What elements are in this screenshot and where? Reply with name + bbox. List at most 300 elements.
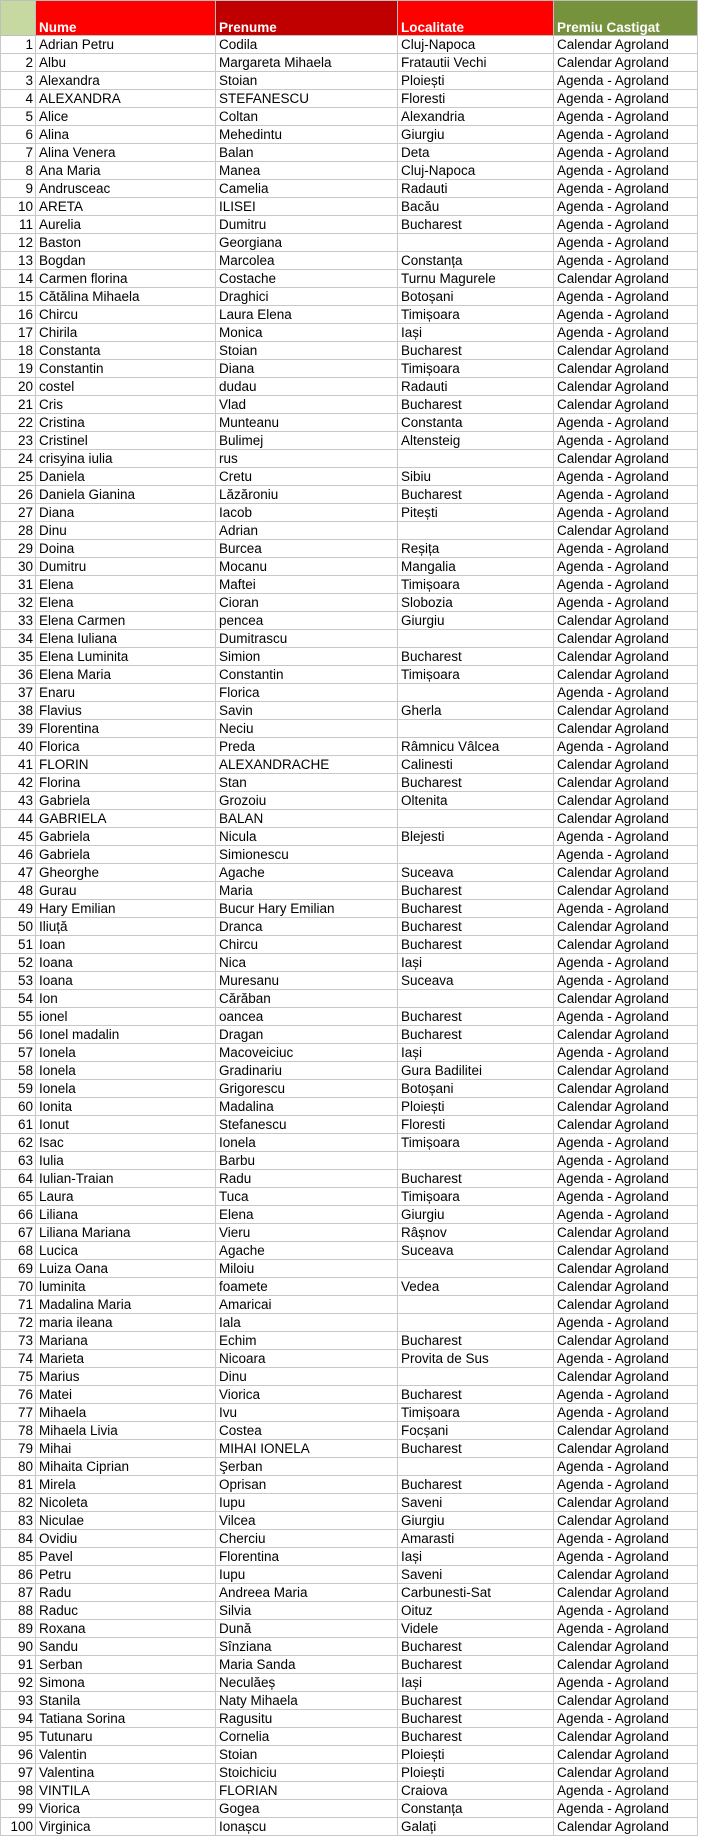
- nume-cell[interactable]: Raduc: [36, 1602, 216, 1620]
- premiu-cell[interactable]: Agenda - Agroland: [554, 198, 698, 216]
- prenume-cell[interactable]: Maftei: [216, 576, 398, 594]
- row-number-cell[interactable]: 95: [1, 1728, 36, 1746]
- row-number-cell[interactable]: 46: [1, 846, 36, 864]
- localitate-cell[interactable]: [398, 684, 554, 702]
- prenume-cell[interactable]: Balan: [216, 144, 398, 162]
- premiu-cell[interactable]: Agenda - Agroland: [554, 1548, 698, 1566]
- premiu-cell[interactable]: Agenda - Agroland: [554, 1530, 698, 1548]
- prenume-cell[interactable]: Echim: [216, 1332, 398, 1350]
- localitate-cell[interactable]: Botoșani: [398, 288, 554, 306]
- premiu-cell[interactable]: Calendar Agroland: [554, 612, 698, 630]
- premiu-cell[interactable]: Agenda - Agroland: [554, 324, 698, 342]
- row-number-cell[interactable]: 57: [1, 1044, 36, 1062]
- nume-cell[interactable]: Liliana Mariana: [36, 1224, 216, 1242]
- row-number-cell[interactable]: 74: [1, 1350, 36, 1368]
- premiu-cell[interactable]: Agenda - Agroland: [554, 252, 698, 270]
- row-number-cell[interactable]: 30: [1, 558, 36, 576]
- prenume-cell[interactable]: Ionașcu: [216, 1818, 398, 1836]
- row-number-cell[interactable]: 56: [1, 1026, 36, 1044]
- premiu-cell[interactable]: Agenda - Agroland: [554, 1800, 698, 1818]
- row-number-cell[interactable]: 4: [1, 90, 36, 108]
- prenume-cell[interactable]: Constantin: [216, 666, 398, 684]
- row-number-cell[interactable]: 10: [1, 198, 36, 216]
- premiu-cell[interactable]: Calendar Agroland: [554, 1728, 698, 1746]
- premiu-cell[interactable]: Agenda - Agroland: [554, 414, 698, 432]
- row-number-cell[interactable]: 2: [1, 54, 36, 72]
- premiu-cell[interactable]: Agenda - Agroland: [554, 1350, 698, 1368]
- prenume-cell[interactable]: Lăzăroniu: [216, 486, 398, 504]
- localitate-cell[interactable]: Râșnov: [398, 1224, 554, 1242]
- localitate-cell[interactable]: Bucharest: [398, 774, 554, 792]
- nume-cell[interactable]: Albu: [36, 54, 216, 72]
- row-number-cell[interactable]: 64: [1, 1170, 36, 1188]
- prenume-cell[interactable]: Dragan: [216, 1026, 398, 1044]
- localitate-cell[interactable]: Saveni: [398, 1566, 554, 1584]
- nume-cell[interactable]: Valentina: [36, 1764, 216, 1782]
- localitate-cell[interactable]: [398, 630, 554, 648]
- row-number-cell[interactable]: 40: [1, 738, 36, 756]
- localitate-cell[interactable]: Bucharest: [398, 1656, 554, 1674]
- prenume-cell[interactable]: Simionescu: [216, 846, 398, 864]
- premiu-cell[interactable]: Agenda - Agroland: [554, 108, 698, 126]
- localitate-cell[interactable]: Cluj-Napoca: [398, 162, 554, 180]
- premiu-cell[interactable]: Agenda - Agroland: [554, 684, 698, 702]
- row-number-cell[interactable]: 12: [1, 234, 36, 252]
- localitate-cell[interactable]: [398, 846, 554, 864]
- localitate-cell[interactable]: Galați: [398, 1818, 554, 1836]
- localitate-cell[interactable]: Suceava: [398, 864, 554, 882]
- row-number-cell[interactable]: 86: [1, 1566, 36, 1584]
- nume-cell[interactable]: Liliana: [36, 1206, 216, 1224]
- nume-cell[interactable]: Cristina: [36, 414, 216, 432]
- nume-cell[interactable]: Gabriela: [36, 828, 216, 846]
- prenume-cell[interactable]: Mehedintu: [216, 126, 398, 144]
- row-number-cell[interactable]: 38: [1, 702, 36, 720]
- row-number-cell[interactable]: 18: [1, 342, 36, 360]
- localitate-cell[interactable]: Giurgiu: [398, 612, 554, 630]
- prenume-cell[interactable]: Naty Mihaela: [216, 1692, 398, 1710]
- nume-cell[interactable]: Andrusceac: [36, 180, 216, 198]
- row-number-cell[interactable]: 11: [1, 216, 36, 234]
- prenume-cell[interactable]: Florentina: [216, 1548, 398, 1566]
- localitate-cell[interactable]: Suceava: [398, 972, 554, 990]
- nume-cell[interactable]: Bogdan: [36, 252, 216, 270]
- prenume-cell[interactable]: BALAN: [216, 810, 398, 828]
- nume-cell[interactable]: Elena Iuliana: [36, 630, 216, 648]
- premiu-cell[interactable]: Calendar Agroland: [554, 1692, 698, 1710]
- premiu-cell[interactable]: Agenda - Agroland: [554, 1188, 698, 1206]
- localitate-cell[interactable]: Ploiești: [398, 1098, 554, 1116]
- localitate-cell[interactable]: [398, 1260, 554, 1278]
- localitate-cell[interactable]: Bucharest: [398, 648, 554, 666]
- row-number-cell[interactable]: 73: [1, 1332, 36, 1350]
- nume-cell[interactable]: Pavel: [36, 1548, 216, 1566]
- localitate-cell[interactable]: [398, 1368, 554, 1386]
- premiu-cell[interactable]: Calendar Agroland: [554, 1062, 698, 1080]
- row-number-cell[interactable]: 67: [1, 1224, 36, 1242]
- localitate-cell[interactable]: Bucharest: [398, 936, 554, 954]
- premiu-cell[interactable]: Calendar Agroland: [554, 1746, 698, 1764]
- row-number-cell[interactable]: 98: [1, 1782, 36, 1800]
- nume-cell[interactable]: Mirela: [36, 1476, 216, 1494]
- premiu-cell[interactable]: Calendar Agroland: [554, 630, 698, 648]
- localitate-cell[interactable]: [398, 720, 554, 738]
- row-number-cell[interactable]: 92: [1, 1674, 36, 1692]
- row-number-cell[interactable]: 14: [1, 270, 36, 288]
- row-number-cell[interactable]: 32: [1, 594, 36, 612]
- premiu-cell[interactable]: Calendar Agroland: [554, 648, 698, 666]
- premiu-cell[interactable]: Calendar Agroland: [554, 270, 698, 288]
- localitate-cell[interactable]: Slobozia: [398, 594, 554, 612]
- prenume-cell[interactable]: Dinu: [216, 1368, 398, 1386]
- nume-cell[interactable]: Niculae: [36, 1512, 216, 1530]
- row-number-cell[interactable]: 47: [1, 864, 36, 882]
- row-number-cell[interactable]: 19: [1, 360, 36, 378]
- premiu-cell[interactable]: Agenda - Agroland: [554, 288, 698, 306]
- prenume-cell[interactable]: Nicoara: [216, 1350, 398, 1368]
- localitate-cell[interactable]: Iași: [398, 324, 554, 342]
- nume-cell[interactable]: Viorica: [36, 1800, 216, 1818]
- nume-cell[interactable]: Tatiana Sorina: [36, 1710, 216, 1728]
- row-number-cell[interactable]: 87: [1, 1584, 36, 1602]
- nume-cell[interactable]: ARETA: [36, 198, 216, 216]
- premiu-cell[interactable]: Calendar Agroland: [554, 774, 698, 792]
- premiu-cell[interactable]: Calendar Agroland: [554, 810, 698, 828]
- localitate-cell[interactable]: Ploiești: [398, 1764, 554, 1782]
- premiu-cell[interactable]: Calendar Agroland: [554, 1494, 698, 1512]
- nume-cell[interactable]: Alina Venera: [36, 144, 216, 162]
- prenume-cell[interactable]: oancea: [216, 1008, 398, 1026]
- prenume-cell[interactable]: Agache: [216, 864, 398, 882]
- nume-cell[interactable]: Ion: [36, 990, 216, 1008]
- premiu-cell[interactable]: Calendar Agroland: [554, 1242, 698, 1260]
- nume-cell[interactable]: Mihaela: [36, 1404, 216, 1422]
- premiu-cell[interactable]: Calendar Agroland: [554, 756, 698, 774]
- localitate-cell[interactable]: Timișoara: [398, 666, 554, 684]
- row-number-cell[interactable]: 85: [1, 1548, 36, 1566]
- premiu-cell[interactable]: Agenda - Agroland: [554, 180, 698, 198]
- localitate-cell[interactable]: Radauti: [398, 180, 554, 198]
- premiu-cell[interactable]: Agenda - Agroland: [554, 1314, 698, 1332]
- nume-cell[interactable]: Enaru: [36, 684, 216, 702]
- prenume-cell[interactable]: Cherciu: [216, 1530, 398, 1548]
- prenume-cell[interactable]: Vlad: [216, 396, 398, 414]
- row-number-cell[interactable]: 41: [1, 756, 36, 774]
- row-number-cell[interactable]: 82: [1, 1494, 36, 1512]
- row-number-cell[interactable]: 80: [1, 1458, 36, 1476]
- localitate-cell[interactable]: Iași: [398, 1044, 554, 1062]
- premiu-cell[interactable]: Calendar Agroland: [554, 522, 698, 540]
- nume-cell[interactable]: Ionel madalin: [36, 1026, 216, 1044]
- row-number-cell[interactable]: 63: [1, 1152, 36, 1170]
- premiu-cell[interactable]: Calendar Agroland: [554, 1116, 698, 1134]
- prenume-cell[interactable]: dudau: [216, 378, 398, 396]
- row-number-cell[interactable]: 49: [1, 900, 36, 918]
- nume-cell[interactable]: Petru: [36, 1566, 216, 1584]
- localitate-cell[interactable]: Oituz: [398, 1602, 554, 1620]
- localitate-cell[interactable]: Bucharest: [398, 1692, 554, 1710]
- header-premiu-castigat[interactable]: Premiu Castigat: [554, 1, 698, 36]
- premiu-cell[interactable]: Agenda - Agroland: [554, 738, 698, 756]
- prenume-cell[interactable]: Marcolea: [216, 252, 398, 270]
- localitate-cell[interactable]: Deta: [398, 144, 554, 162]
- row-number-cell[interactable]: 17: [1, 324, 36, 342]
- nume-cell[interactable]: Aurelia: [36, 216, 216, 234]
- premiu-cell[interactable]: Calendar Agroland: [554, 1566, 698, 1584]
- nume-cell[interactable]: Doina: [36, 540, 216, 558]
- premiu-cell[interactable]: Agenda - Agroland: [554, 1386, 698, 1404]
- nume-cell[interactable]: Elena: [36, 594, 216, 612]
- nume-cell[interactable]: Carmen florina: [36, 270, 216, 288]
- premiu-cell[interactable]: Agenda - Agroland: [554, 828, 698, 846]
- prenume-cell[interactable]: Neculăeș: [216, 1674, 398, 1692]
- premiu-cell[interactable]: Calendar Agroland: [554, 1440, 698, 1458]
- premiu-cell[interactable]: Agenda - Agroland: [554, 468, 698, 486]
- prenume-cell[interactable]: Macoveiciuc: [216, 1044, 398, 1062]
- premiu-cell[interactable]: Calendar Agroland: [554, 1224, 698, 1242]
- prenume-cell[interactable]: Adrian: [216, 522, 398, 540]
- premiu-cell[interactable]: Calendar Agroland: [554, 1080, 698, 1098]
- localitate-cell[interactable]: Iași: [398, 1548, 554, 1566]
- premiu-cell[interactable]: Agenda - Agroland: [554, 486, 698, 504]
- prenume-cell[interactable]: Viorica: [216, 1386, 398, 1404]
- nume-cell[interactable]: Isac: [36, 1134, 216, 1152]
- prenume-cell[interactable]: Margareta Mihaela: [216, 54, 398, 72]
- premiu-cell[interactable]: Calendar Agroland: [554, 1818, 698, 1836]
- row-number-cell[interactable]: 68: [1, 1242, 36, 1260]
- localitate-cell[interactable]: Fratautii Vechi: [398, 54, 554, 72]
- localitate-cell[interactable]: Bucharest: [398, 1476, 554, 1494]
- nume-cell[interactable]: Gurau: [36, 882, 216, 900]
- localitate-cell[interactable]: Floresti: [398, 1116, 554, 1134]
- row-number-cell[interactable]: 35: [1, 648, 36, 666]
- prenume-cell[interactable]: Bucur Hary Emilian: [216, 900, 398, 918]
- nume-cell[interactable]: Valentin: [36, 1746, 216, 1764]
- premiu-cell[interactable]: Calendar Agroland: [554, 792, 698, 810]
- prenume-cell[interactable]: Camelia: [216, 180, 398, 198]
- premiu-cell[interactable]: Agenda - Agroland: [554, 90, 698, 108]
- row-number-cell[interactable]: 53: [1, 972, 36, 990]
- row-number-cell[interactable]: 43: [1, 792, 36, 810]
- nume-cell[interactable]: Ionela: [36, 1062, 216, 1080]
- nume-cell[interactable]: VINTILA: [36, 1782, 216, 1800]
- prenume-cell[interactable]: Draghici: [216, 288, 398, 306]
- row-number-cell[interactable]: 50: [1, 918, 36, 936]
- localitate-cell[interactable]: Amarasti: [398, 1530, 554, 1548]
- nume-cell[interactable]: Radu: [36, 1584, 216, 1602]
- prenume-cell[interactable]: Vieru: [216, 1224, 398, 1242]
- premiu-cell[interactable]: Agenda - Agroland: [554, 1044, 698, 1062]
- premiu-cell[interactable]: Calendar Agroland: [554, 1332, 698, 1350]
- prenume-cell[interactable]: Munteanu: [216, 414, 398, 432]
- localitate-cell[interactable]: Oltenita: [398, 792, 554, 810]
- premiu-cell[interactable]: Calendar Agroland: [554, 1656, 698, 1674]
- localitate-cell[interactable]: Constanța: [398, 1800, 554, 1818]
- localitate-cell[interactable]: Calinesti: [398, 756, 554, 774]
- localitate-cell[interactable]: Suceava: [398, 1242, 554, 1260]
- prenume-cell[interactable]: Costea: [216, 1422, 398, 1440]
- premiu-cell[interactable]: Agenda - Agroland: [554, 432, 698, 450]
- row-number-cell[interactable]: 69: [1, 1260, 36, 1278]
- row-number-cell[interactable]: 51: [1, 936, 36, 954]
- premiu-cell[interactable]: Agenda - Agroland: [554, 954, 698, 972]
- row-number-cell[interactable]: 83: [1, 1512, 36, 1530]
- localitate-cell[interactable]: Giurgiu: [398, 126, 554, 144]
- header-localitate[interactable]: Localitate: [398, 1, 554, 36]
- prenume-cell[interactable]: Savin: [216, 702, 398, 720]
- prenume-cell[interactable]: Simion: [216, 648, 398, 666]
- row-number-cell[interactable]: 34: [1, 630, 36, 648]
- nume-cell[interactable]: GABRIELA: [36, 810, 216, 828]
- premiu-cell[interactable]: Calendar Agroland: [554, 702, 698, 720]
- row-number-cell[interactable]: 6: [1, 126, 36, 144]
- localitate-cell[interactable]: Timișoara: [398, 1404, 554, 1422]
- premiu-cell[interactable]: Agenda - Agroland: [554, 1206, 698, 1224]
- nume-cell[interactable]: Constantin: [36, 360, 216, 378]
- nume-cell[interactable]: Mihai: [36, 1440, 216, 1458]
- prenume-cell[interactable]: Grozoiu: [216, 792, 398, 810]
- localitate-cell[interactable]: Timișoara: [398, 1188, 554, 1206]
- nume-cell[interactable]: Flavius: [36, 702, 216, 720]
- nume-cell[interactable]: Marius: [36, 1368, 216, 1386]
- row-number-cell[interactable]: 23: [1, 432, 36, 450]
- nume-cell[interactable]: Ionela: [36, 1080, 216, 1098]
- row-number-cell[interactable]: 72: [1, 1314, 36, 1332]
- nume-cell[interactable]: Virginica: [36, 1818, 216, 1836]
- nume-cell[interactable]: Daniela Gianina: [36, 486, 216, 504]
- premiu-cell[interactable]: Calendar Agroland: [554, 1512, 698, 1530]
- nume-cell[interactable]: Cristinel: [36, 432, 216, 450]
- premiu-cell[interactable]: Agenda - Agroland: [554, 1404, 698, 1422]
- premiu-cell[interactable]: Calendar Agroland: [554, 1296, 698, 1314]
- prenume-cell[interactable]: Costache: [216, 270, 398, 288]
- row-number-cell[interactable]: 96: [1, 1746, 36, 1764]
- localitate-cell[interactable]: [398, 1152, 554, 1170]
- localitate-cell[interactable]: Bucharest: [398, 1026, 554, 1044]
- row-number-cell[interactable]: 60: [1, 1098, 36, 1116]
- localitate-cell[interactable]: Bucharest: [398, 1440, 554, 1458]
- prenume-cell[interactable]: Şerban: [216, 1458, 398, 1476]
- nume-cell[interactable]: Ana Maria: [36, 162, 216, 180]
- premiu-cell[interactable]: Agenda - Agroland: [554, 504, 698, 522]
- localitate-cell[interactable]: Bucharest: [398, 1170, 554, 1188]
- localitate-cell[interactable]: [398, 1296, 554, 1314]
- prenume-cell[interactable]: Iupu: [216, 1566, 398, 1584]
- premiu-cell[interactable]: Agenda - Agroland: [554, 1134, 698, 1152]
- row-number-cell[interactable]: 77: [1, 1404, 36, 1422]
- premiu-cell[interactable]: Agenda - Agroland: [554, 1602, 698, 1620]
- nume-cell[interactable]: Lucica: [36, 1242, 216, 1260]
- row-number-cell[interactable]: 27: [1, 504, 36, 522]
- localitate-cell[interactable]: Ploiești: [398, 72, 554, 90]
- prenume-cell[interactable]: Chircu: [216, 936, 398, 954]
- localitate-cell[interactable]: Turnu Magurele: [398, 270, 554, 288]
- prenume-cell[interactable]: Sînziana: [216, 1638, 398, 1656]
- premiu-cell[interactable]: Agenda - Agroland: [554, 972, 698, 990]
- nume-cell[interactable]: Marieta: [36, 1350, 216, 1368]
- row-number-cell[interactable]: 31: [1, 576, 36, 594]
- row-number-cell[interactable]: 1: [1, 36, 36, 54]
- localitate-cell[interactable]: Bucharest: [398, 882, 554, 900]
- prenume-cell[interactable]: Cretu: [216, 468, 398, 486]
- prenume-cell[interactable]: Burcea: [216, 540, 398, 558]
- prenume-cell[interactable]: Radu: [216, 1170, 398, 1188]
- localitate-cell[interactable]: Bucharest: [398, 900, 554, 918]
- premiu-cell[interactable]: Calendar Agroland: [554, 396, 698, 414]
- localitate-cell[interactable]: Constanța: [398, 252, 554, 270]
- row-number-cell[interactable]: 75: [1, 1368, 36, 1386]
- row-number-cell[interactable]: 90: [1, 1638, 36, 1656]
- row-number-cell[interactable]: 37: [1, 684, 36, 702]
- localitate-cell[interactable]: Craiova: [398, 1782, 554, 1800]
- row-number-cell[interactable]: 71: [1, 1296, 36, 1314]
- nume-cell[interactable]: Mihaita Ciprian: [36, 1458, 216, 1476]
- premiu-cell[interactable]: Calendar Agroland: [554, 1260, 698, 1278]
- premiu-cell[interactable]: Agenda - Agroland: [554, 1620, 698, 1638]
- localitate-cell[interactable]: Floresti: [398, 90, 554, 108]
- nume-cell[interactable]: Ionut: [36, 1116, 216, 1134]
- prenume-cell[interactable]: Gradinariu: [216, 1062, 398, 1080]
- prenume-cell[interactable]: STEFANESCU: [216, 90, 398, 108]
- prenume-cell[interactable]: Monica: [216, 324, 398, 342]
- premiu-cell[interactable]: Agenda - Agroland: [554, 1476, 698, 1494]
- premiu-cell[interactable]: Agenda - Agroland: [554, 594, 698, 612]
- premiu-cell[interactable]: Calendar Agroland: [554, 450, 698, 468]
- premiu-cell[interactable]: Agenda - Agroland: [554, 576, 698, 594]
- row-number-cell[interactable]: 5: [1, 108, 36, 126]
- localitate-cell[interactable]: Bucharest: [398, 918, 554, 936]
- row-number-cell[interactable]: 58: [1, 1062, 36, 1080]
- prenume-cell[interactable]: Stoian: [216, 1746, 398, 1764]
- localitate-cell[interactable]: [398, 234, 554, 252]
- prenume-cell[interactable]: Ivu: [216, 1404, 398, 1422]
- premiu-cell[interactable]: Agenda - Agroland: [554, 1170, 698, 1188]
- premiu-cell[interactable]: Agenda - Agroland: [554, 558, 698, 576]
- row-number-cell[interactable]: 65: [1, 1188, 36, 1206]
- prenume-cell[interactable]: Mocanu: [216, 558, 398, 576]
- premiu-cell[interactable]: Agenda - Agroland: [554, 846, 698, 864]
- nume-cell[interactable]: Florentina: [36, 720, 216, 738]
- nume-cell[interactable]: ionel: [36, 1008, 216, 1026]
- localitate-cell[interactable]: [398, 522, 554, 540]
- localitate-cell[interactable]: Blejesti: [398, 828, 554, 846]
- premiu-cell[interactable]: Agenda - Agroland: [554, 126, 698, 144]
- localitate-cell[interactable]: Vedea: [398, 1278, 554, 1296]
- row-number-cell[interactable]: 33: [1, 612, 36, 630]
- localitate-cell[interactable]: [398, 450, 554, 468]
- prenume-cell[interactable]: Andreea Maria: [216, 1584, 398, 1602]
- localitate-cell[interactable]: Bucharest: [398, 1386, 554, 1404]
- nume-cell[interactable]: Dumitru: [36, 558, 216, 576]
- nume-cell[interactable]: Florica: [36, 738, 216, 756]
- prenume-cell[interactable]: Grigorescu: [216, 1080, 398, 1098]
- localitate-cell[interactable]: Botoșani: [398, 1080, 554, 1098]
- prenume-cell[interactable]: Gogea: [216, 1800, 398, 1818]
- premiu-cell[interactable]: Agenda - Agroland: [554, 162, 698, 180]
- nume-cell[interactable]: Ovidiu: [36, 1530, 216, 1548]
- premiu-cell[interactable]: Agenda - Agroland: [554, 1710, 698, 1728]
- localitate-cell[interactable]: Bucharest: [398, 1728, 554, 1746]
- row-number-cell[interactable]: 36: [1, 666, 36, 684]
- prenume-cell[interactable]: rus: [216, 450, 398, 468]
- localitate-cell[interactable]: Giurgiu: [398, 1512, 554, 1530]
- prenume-cell[interactable]: Codila: [216, 36, 398, 54]
- prenume-cell[interactable]: Nica: [216, 954, 398, 972]
- nume-cell[interactable]: Alice: [36, 108, 216, 126]
- prenume-cell[interactable]: Neciu: [216, 720, 398, 738]
- header-prenume[interactable]: Prenume: [216, 1, 398, 36]
- premiu-cell[interactable]: Calendar Agroland: [554, 1584, 698, 1602]
